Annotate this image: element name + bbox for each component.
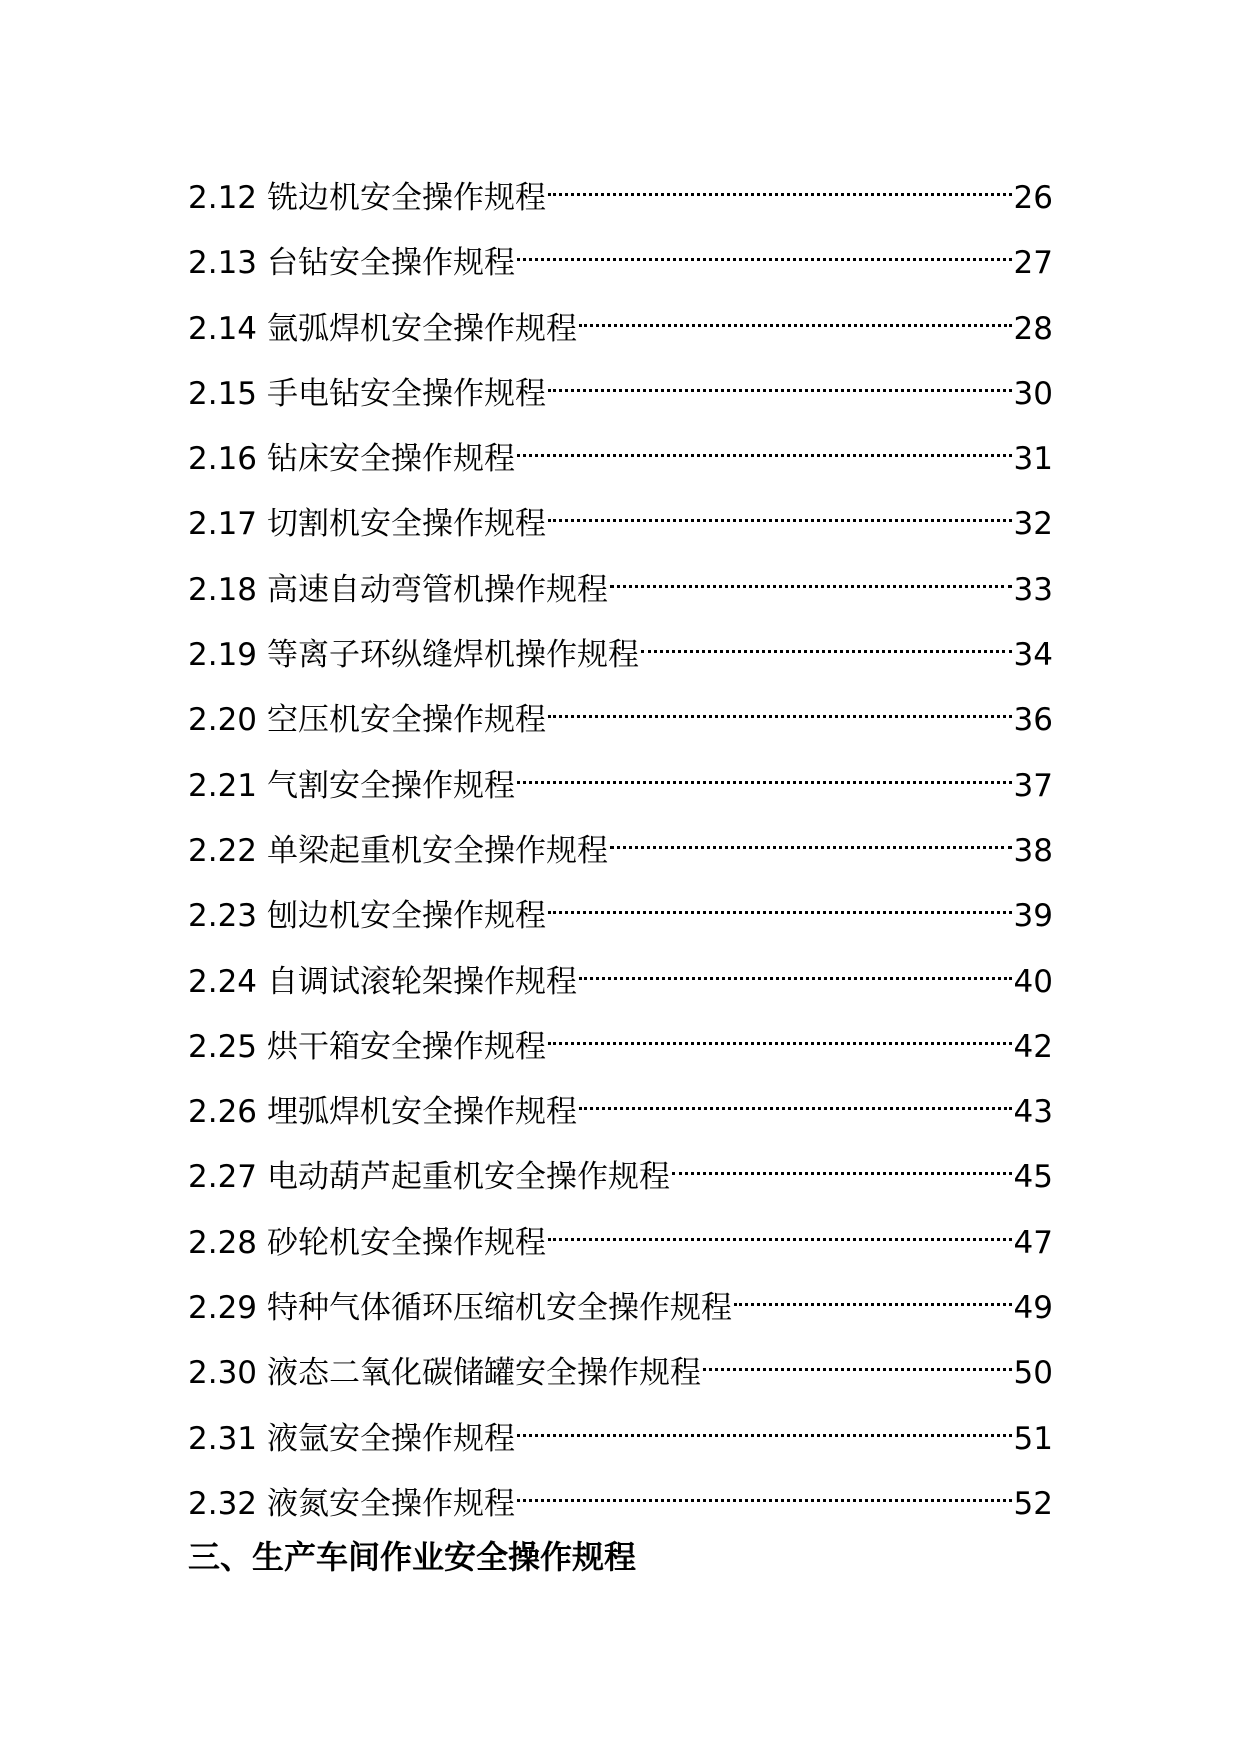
dot-leader [517,1399,1012,1449]
toc-entry[interactable] [188,354,1053,419]
dot-leader [672,1137,1012,1187]
toc-entry-number: 2.17 [188,506,258,543]
dot-leader [548,354,1012,404]
toc-entry-page: 32 [1013,506,1053,543]
toc-entry-title: 切割机安全操作规程 [267,506,547,543]
toc-entry-title: 空压机安全操作规程 [267,702,547,739]
dot-leader [610,811,1012,861]
toc-entry-title: 液氮安全操作规程 [267,1485,516,1522]
dot-leader [517,419,1012,469]
toc-entry-page: 43 [1013,1094,1053,1131]
toc-entry-number: 2.23 [188,898,258,935]
toc-entry[interactable] [188,158,1053,223]
toc-entry[interactable] [188,1203,1053,1268]
dot-leader [579,289,1012,339]
toc-entry-number: 2.22 [188,832,258,869]
toc-entry-page: 39 [1013,898,1053,935]
toc-entry-title: 钻床安全操作规程 [267,441,516,478]
toc-entry-title: 高速自动弯管机操作规程 [267,571,609,608]
toc-entry-title: 等离子环纵缝焊机操作规程 [267,637,640,674]
toc-entry-page: 49 [1013,1290,1053,1327]
toc-entry[interactable] [188,1072,1053,1137]
toc-entry-page: 26 [1013,180,1053,216]
toc-entry[interactable] [188,223,1053,288]
dot-leader [548,484,1012,534]
dot-leader [610,550,1012,600]
toc-entry-page: 30 [1013,375,1053,412]
section-heading[interactable]: 三、生产车间作业安全操作规程 [188,1538,637,1576]
toc-entry-title: 特种气体循环压缩机安全操作规程 [267,1290,733,1327]
toc-entry[interactable] [188,1268,1053,1333]
dot-leader [548,158,1012,208]
toc-entry-title: 手电钻安全操作规程 [267,375,547,412]
dot-leader [641,615,1012,665]
toc-entry-number: 2.20 [188,702,258,739]
toc-entry-title: 台钻安全操作规程 [267,245,516,282]
toc-entry-title: 液氩安全操作规程 [267,1420,516,1457]
toc-entry-number: 2.32 [188,1485,258,1522]
toc-entry[interactable] [188,746,1053,811]
toc-entry-title: 埋弧焊机安全操作规程 [267,1094,578,1131]
dot-leader [548,1007,1012,1057]
toc-entry-title: 氩弧焊机安全操作规程 [267,310,578,347]
toc-entry[interactable] [188,1464,1053,1529]
toc-entry[interactable] [188,419,1053,484]
toc-entry[interactable] [188,1399,1053,1464]
toc-entry-page: 36 [1013,702,1053,739]
toc-entry-number: 2.16 [188,441,258,478]
toc-entry-page: 52 [1013,1485,1053,1522]
toc-entry-number: 2.28 [188,1224,258,1261]
toc-entry-title: 气割安全操作规程 [267,767,516,804]
toc-entry-page: 45 [1013,1159,1053,1196]
toc-entry[interactable] [188,942,1053,1007]
toc-entry-number: 2.15 [188,375,258,412]
toc-entry[interactable] [188,876,1053,941]
toc-entry-number: 2.18 [188,571,258,608]
dot-leader [548,876,1012,926]
toc-entry-title: 电动葫芦起重机安全操作规程 [267,1159,671,1196]
toc-entry-page: 33 [1013,571,1053,608]
toc-entry-page: 50 [1013,1355,1053,1392]
dot-leader [703,1333,1012,1383]
toc-entry-number: 2.12 [188,180,258,216]
toc-entry-number: 2.19 [188,637,258,674]
toc-entry[interactable] [188,550,1053,615]
toc-entry-number: 2.30 [188,1355,258,1392]
toc-entry-number: 2.31 [188,1420,258,1457]
toc-entry-number: 2.14 [188,310,258,347]
toc-entry[interactable] [188,680,1053,745]
dot-leader [517,1464,1012,1514]
dot-leader [548,680,1012,730]
dot-leader [579,942,1012,992]
toc-entry-page: 40 [1013,963,1053,1000]
dot-leader [579,1072,1012,1122]
toc-entry-number: 2.27 [188,1159,258,1196]
table-of-contents [188,158,1053,1529]
toc-entry-page: 42 [1013,1028,1053,1065]
dot-leader [517,746,1012,796]
toc-entry-title: 砂轮机安全操作规程 [267,1224,547,1261]
toc-entry-page: 31 [1013,441,1053,478]
toc-entry[interactable] [188,811,1053,876]
toc-entry[interactable] [188,615,1053,680]
toc-entry-number: 2.13 [188,245,258,282]
toc-entry-page: 34 [1013,637,1053,674]
toc-entry[interactable] [188,1007,1053,1072]
toc-entry-title: 铣边机安全操作规程 [267,180,547,216]
toc-entry-page: 28 [1013,310,1053,347]
toc-entry-title: 液态二氧化碳储罐安全操作规程 [267,1355,702,1392]
toc-entry[interactable] [188,484,1053,549]
toc-entry[interactable] [188,1333,1053,1398]
dot-leader [548,1203,1012,1253]
toc-entry-number: 2.29 [188,1290,258,1327]
toc-entry[interactable] [188,289,1053,354]
toc-entry-page: 38 [1013,832,1053,869]
toc-entry-page: 37 [1013,767,1053,804]
toc-entry-page: 47 [1013,1224,1053,1261]
toc-entry-number: 2.24 [188,963,258,1000]
toc-entry[interactable] [188,1137,1053,1202]
dot-leader [734,1268,1012,1318]
toc-entry-number: 2.26 [188,1094,258,1131]
toc-entry-title: 单梁起重机安全操作规程 [267,832,609,869]
toc-entry-number: 2.25 [188,1028,258,1065]
toc-entry-page: 51 [1013,1420,1053,1457]
toc-entry-page: 27 [1013,245,1053,282]
toc-entry-title: 刨边机安全操作规程 [267,898,547,935]
toc-entry-title: 自调试滚轮架操作规程 [267,963,578,1000]
toc-entry-number: 2.21 [188,767,258,804]
toc-entry-title: 烘干箱安全操作规程 [267,1028,547,1065]
dot-leader [517,223,1012,273]
